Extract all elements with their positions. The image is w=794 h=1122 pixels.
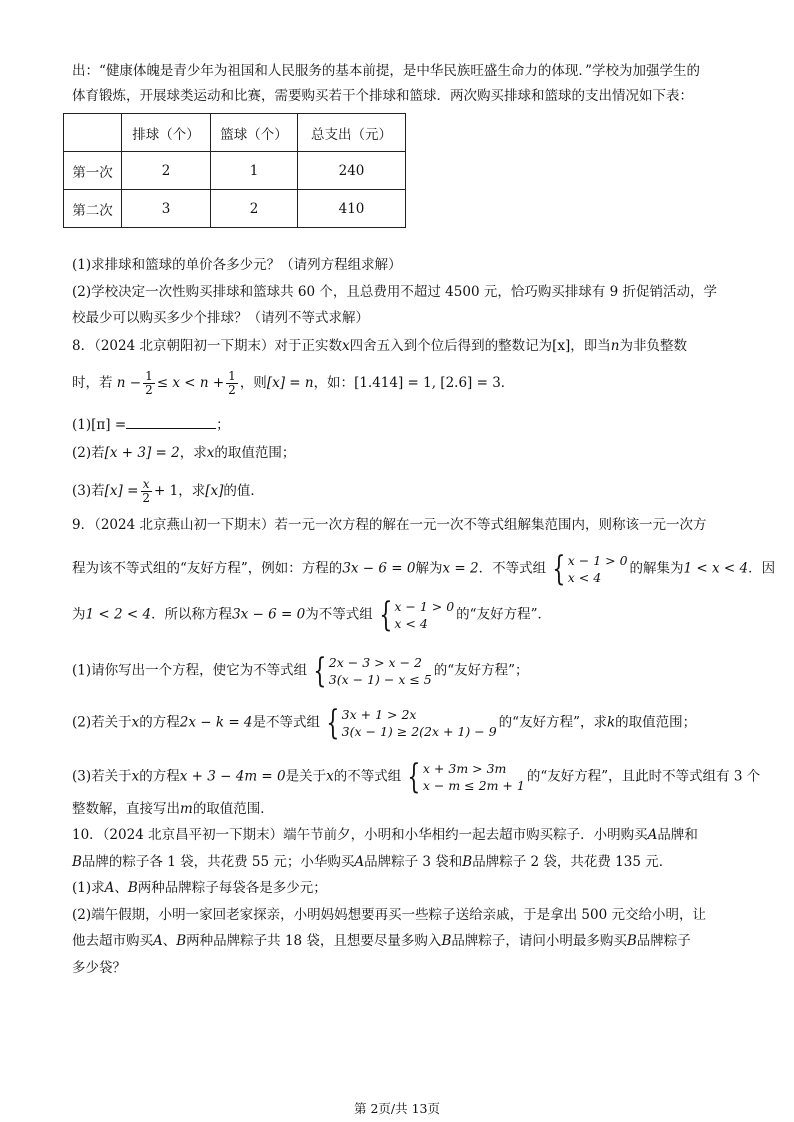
q8-text: 为非负整数 [619, 338, 687, 354]
q10-text: 品牌粽子，请问小明最多购买 [451, 933, 627, 949]
table-cell: 2 [211, 190, 298, 228]
q10-line1 [72, 825, 698, 845]
q10-text: 、 [114, 880, 128, 896]
q8-part3 [72, 478, 264, 505]
q9-line1: 9．（2024 北京燕山初一下期末）若一元一次方程的解在一元一次不等式组解集范围内，则称该一元一次方 [72, 517, 707, 533]
q8-text: ，求 [179, 445, 207, 461]
var-n: n [610, 338, 620, 354]
q9-text: 的方程 [139, 714, 180, 731]
cond-result: [x] = n [266, 375, 314, 391]
q10-text: 品牌粽子 [636, 933, 691, 949]
q8-text: (3)若 [72, 483, 105, 499]
q9-text: ．因 [748, 560, 776, 577]
var-x: x [131, 714, 140, 731]
system-row: 2x − 3 > x − 2 [328, 655, 422, 670]
inequality-system [548, 549, 628, 589]
q8-part2 [72, 443, 295, 463]
q8-text: 8．（2024 北京朝阳初一下期末）对于正实数 [72, 338, 342, 354]
q8-text: ，则 [239, 375, 267, 391]
table-header-cell: 排球（个） [122, 114, 211, 152]
q9-text: 的“友好方程”，且此时不等式组有 3 个 [526, 768, 761, 785]
table-cell: 410 [298, 190, 406, 228]
q7-part2-line2: 校最少可以购买多少个排球？（请列不等式求解） [72, 310, 369, 326]
system-row: 3(x − 1) − x ≤ 5 [328, 672, 432, 687]
q9-text: 整数解，直接写出 [72, 801, 180, 817]
var-B: B [72, 854, 82, 870]
q9-part3-line2 [72, 799, 274, 819]
table-header-row [64, 114, 406, 152]
math-expr: + 1 [154, 483, 179, 499]
frac-num: 1 [145, 369, 153, 383]
system-row: x < 4 [394, 616, 428, 631]
var-k: k [606, 714, 616, 731]
q8-line1 [72, 336, 687, 356]
inequality-system [309, 651, 432, 691]
purchase-table [63, 113, 406, 228]
system-row: x − 1 > 0 [567, 553, 628, 568]
q9-text: 解为 [415, 560, 443, 577]
table-cell: 第一次 [64, 152, 122, 190]
q9-part3 [72, 757, 761, 797]
q8-example: [1.414] = 1, [2.6] = 3 [354, 375, 501, 391]
q9-text: 的取值范围； [615, 714, 697, 731]
math-expr: 1 < 2 < 4 [85, 606, 152, 623]
q10-part2-line1: (2)端午假期，小明一家回老家探亲，小明妈妈想要再买一些粽子送给亲戚，于是拿出 500 元交给小明，让 [72, 907, 706, 923]
q10-text: 他去超市购买 [72, 933, 153, 949]
intro-line-2: 体育锻炼，开展球类运动和比赛，需要购买若干个排球和篮球．两次购买排球和篮球的支出情况如下表： [72, 88, 693, 104]
var-x: x [131, 768, 140, 785]
brace: { [552, 549, 566, 589]
math-expr: x + 3 − 4m = 0 [179, 768, 286, 785]
inequality-system [375, 595, 455, 635]
var-A: A [153, 933, 163, 949]
q9-text: 的“友好方程”． [456, 606, 551, 623]
intro-line-1: 出：“健康体魄是青少年为祖国和人民服务的基本前提，是中华民族旺盛生命力的体现．”学校为加强学生的 [72, 63, 701, 79]
q10-text: 两种品牌粽子每袋各是多少元； [137, 880, 327, 896]
q9-text: ．所以称方程 [151, 606, 233, 623]
var-m: m [180, 801, 193, 817]
fraction-half [226, 370, 238, 397]
q10-text: 品牌和 [657, 827, 698, 843]
q9-text: 的“友好方程”； [433, 662, 529, 679]
cond-part: ≤ x < n + [156, 375, 225, 391]
math-expr: x = 2 [442, 560, 479, 577]
q8-part1-label: (1)[π] = [72, 417, 127, 433]
q9-text: (3)若关于 [72, 768, 132, 785]
q8-text: ； [216, 417, 230, 433]
q9-part2 [72, 703, 697, 743]
q10-text: 品牌粽子 3 袋和 [364, 854, 463, 870]
var-B: B [176, 933, 187, 949]
fraction-half [143, 370, 155, 397]
q9-text: 的不等式组 [333, 768, 402, 785]
q9-text: 的方程 [139, 768, 180, 785]
frac-num: 1 [228, 369, 236, 383]
frac-num: x [142, 477, 150, 491]
q8-text: 时，若 [72, 375, 113, 391]
table-row [64, 152, 406, 190]
q7-part1: (1)求排球和篮球的单价各多少元？（请列方程组求解） [72, 257, 402, 273]
q9-text: 为 [72, 606, 86, 623]
var-B: B [462, 854, 473, 870]
inequality-system [403, 757, 525, 797]
q10-text: (1)求 [72, 880, 105, 896]
q10-text: 两种品牌粽子共 18 袋，且想要尽量多购入 [186, 933, 442, 949]
fraction-x-half [140, 478, 152, 505]
q9-text: 是关于 [285, 768, 327, 785]
q9-text: 的解集为 [629, 560, 684, 577]
q10-line2 [72, 852, 672, 872]
q8-text: ，如： [313, 375, 355, 391]
var-x: x [326, 768, 334, 785]
q8-line2: 时，若 n − $\frac{1}{2}$ ≤ x < n + $\frac{1}{2}$ ，则[x] = n，如：[1.414] = 1, [2.6] = 3． [72, 369, 515, 397]
frac-den: 2 [228, 383, 236, 397]
system-row: 3(x − 1) ≥ 2(2x + 1) − 9 [341, 724, 497, 739]
var-B: B [127, 880, 138, 896]
table-header-cell [64, 114, 122, 152]
q10-text: 品牌粽子 2 袋，共花费 135 元． [472, 854, 673, 870]
q8-part1 [72, 414, 230, 435]
system-row: 3x + 1 > 2x [341, 707, 417, 722]
table-header-cell: 篮球（个） [211, 114, 298, 152]
q9-part1 [72, 651, 529, 691]
table-cell: 3 [122, 190, 211, 228]
math-expr: [x] = [104, 483, 139, 499]
page-footer: 第 2页/共 13页 [353, 1101, 441, 1116]
inequality-system [322, 703, 497, 743]
q10-text: 10．（2024 北京昌平初一下期末）端午节前夕，小明和小华相约一起去超市购买粽子．小明购买 [72, 827, 648, 843]
q8-text: ，求 [178, 483, 206, 499]
table-cell: 2 [122, 152, 211, 190]
q10-text: 、 [162, 933, 177, 949]
bracket-x: [x] [552, 338, 571, 354]
system-row: x − m ≤ 2m + 1 [422, 778, 525, 793]
q8-text: (2)若 [72, 445, 105, 461]
table-row [64, 190, 406, 228]
q9-text: 的“友好方程”，求 [498, 714, 607, 731]
var-x: x [206, 445, 215, 461]
q8-text: ，即当 [570, 338, 611, 354]
var-B: B [626, 933, 637, 949]
q9-text: 程为该不等式组的“友好方程”，例如：方程的 [72, 560, 343, 577]
var-A: A [104, 880, 115, 896]
var-A: A [354, 854, 365, 870]
system-row: x < 4 [567, 570, 602, 585]
math-expr: [x + 3] = 2 [104, 445, 180, 461]
brace: { [313, 651, 327, 691]
brace: { [326, 703, 340, 743]
q9-line2 [72, 549, 776, 589]
q9-text: (1)请你写出一个方程，使它为不等式组 [72, 662, 308, 679]
system-row: x + 3m > 3m [422, 761, 507, 776]
brace: { [379, 595, 393, 635]
q9-text: 为不等式组 [305, 606, 373, 623]
q8-text: 四舍五入到个位后得到的整数记为 [349, 338, 553, 354]
cond-part: n − [116, 375, 142, 391]
q10-text: 品牌的粽子各 1 袋，共花费 55 元；小华购买 [81, 854, 355, 870]
table-cell: 240 [298, 152, 406, 190]
var-x: x [342, 338, 350, 354]
q10-part2-line3: 多少袋？ [72, 960, 126, 976]
answer-blank[interactable] [126, 414, 216, 429]
math-expr: 2x − k = 4 [179, 714, 253, 731]
q10-part2-line2 [72, 931, 691, 951]
q7-part2-line1: (2)学校决定一次性购买排球和篮球共 60 个，且总费用不超过 4500 元，恰巧购买排球有 9 折促销活动，学 [72, 284, 717, 300]
q8-text: 的取值范围； [214, 445, 296, 461]
math-expr: 3x − 6 = 0 [342, 560, 416, 577]
q10-part1 [72, 878, 327, 898]
frac-den: 2 [145, 383, 153, 397]
table-cell: 第二次 [64, 190, 122, 228]
q8-text: 的值． [223, 483, 264, 499]
brace: { [407, 757, 421, 797]
math-expr: 1 < x < 4 [683, 560, 749, 577]
var-A: A [647, 827, 658, 843]
q9-line3 [72, 595, 551, 635]
q9-text: 是不等式组 [252, 714, 321, 731]
math-expr: 3x − 6 = 0 [232, 606, 306, 623]
q9-text: ．不等式组 [478, 560, 547, 577]
math-expr: [x] [205, 483, 224, 499]
table-cell: 1 [211, 152, 298, 190]
system-row: x − 1 > 0 [394, 599, 455, 614]
q9-text: (2)若关于 [72, 714, 132, 731]
var-B: B [441, 933, 452, 949]
table-header-cell: 总支出（元） [298, 114, 406, 152]
q9-text: 的取值范围． [192, 801, 274, 817]
frac-den: 2 [142, 491, 151, 505]
